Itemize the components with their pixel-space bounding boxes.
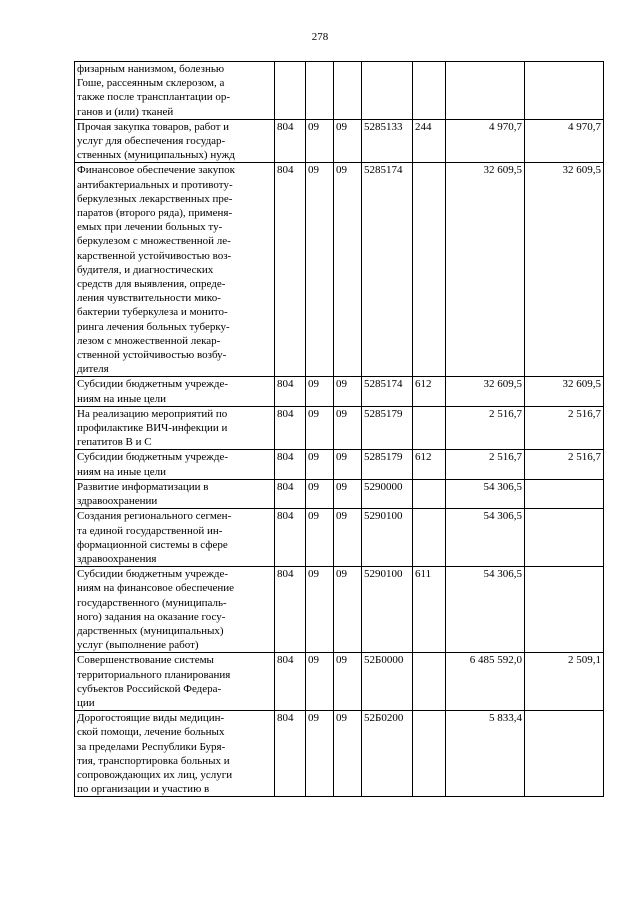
cell-name bbox=[75, 711, 275, 797]
cell-amount-federal bbox=[525, 711, 604, 797]
cell-ved: 804 bbox=[275, 711, 306, 797]
table-row bbox=[75, 450, 604, 479]
cell-subsection: 09 bbox=[334, 567, 362, 653]
cell-section: 09 bbox=[306, 163, 334, 377]
cell-ved: 804 bbox=[275, 479, 306, 508]
cell-amount: 54 306,5 bbox=[446, 509, 525, 567]
cell-name-line: будителя, и диагностических bbox=[77, 263, 214, 276]
cell-name-line: здравоохранении bbox=[77, 495, 158, 508]
cell-name bbox=[75, 509, 275, 567]
cell-section: 09 bbox=[306, 406, 334, 450]
cell-target-article: 5285174 bbox=[362, 377, 413, 406]
cell-amount-federal: 2 516,7 bbox=[525, 450, 604, 479]
cell-name-line: ниям на иные цели bbox=[77, 465, 167, 478]
cell-name-line: беркулезом с множественной ле- bbox=[77, 235, 231, 248]
cell-expense-type bbox=[413, 509, 446, 567]
table-row bbox=[75, 711, 604, 797]
cell-subsection: 09 bbox=[334, 479, 362, 508]
cell-name-line: по организации и участию в bbox=[77, 783, 210, 796]
cell-name-line: Создания регионального сегмен- bbox=[77, 510, 232, 523]
cell-name-line: карственной устойчивостью воз- bbox=[77, 249, 232, 262]
cell-target-article: 5290100 bbox=[362, 509, 413, 567]
cell-name-line: та единой государственной ин- bbox=[77, 524, 223, 537]
cell-expense-type: 612 bbox=[413, 450, 446, 479]
cell-target-article: 5285179 bbox=[362, 406, 413, 450]
cell-name bbox=[75, 406, 275, 450]
cell-name-line: ции bbox=[77, 696, 95, 709]
cell-subsection: 09 bbox=[334, 653, 362, 711]
table-row bbox=[75, 62, 604, 120]
cell-subsection: 09 bbox=[334, 450, 362, 479]
cell-amount: 5 833,4 bbox=[446, 711, 525, 797]
table-row bbox=[75, 479, 604, 508]
cell-name-line: емых при лечении больных ту- bbox=[77, 221, 223, 234]
cell-name-line: услуг (выполнение работ) bbox=[77, 639, 199, 652]
cell-name-line: Финансовое обеспечение закупок bbox=[77, 164, 235, 177]
cell-amount: 32 609,5 bbox=[446, 377, 525, 406]
cell-name-line: территориального планирования bbox=[77, 668, 231, 681]
cell-name-line: ниям на финансовое обеспечение bbox=[77, 582, 235, 595]
cell-amount-federal bbox=[525, 509, 604, 567]
cell-ved bbox=[275, 62, 306, 120]
cell-amount: 54 306,5 bbox=[446, 479, 525, 508]
cell-subsection: 09 bbox=[334, 711, 362, 797]
cell-amount-federal: 32 609,5 bbox=[525, 163, 604, 377]
cell-expense-type bbox=[413, 711, 446, 797]
cell-name-line: ственной устойчивостью возбу- bbox=[77, 349, 227, 362]
cell-ved: 804 bbox=[275, 119, 306, 163]
cell-expense-type bbox=[413, 479, 446, 508]
cell-section: 09 bbox=[306, 377, 334, 406]
cell-subsection: 09 bbox=[334, 509, 362, 567]
table-row bbox=[75, 163, 604, 377]
cell-section: 09 bbox=[306, 711, 334, 797]
cell-name-line: ственных (муниципальных) нужд bbox=[77, 149, 235, 162]
cell-name bbox=[75, 653, 275, 711]
cell-name-line: средств для выявления, опреде- bbox=[77, 278, 226, 291]
cell-amount-federal bbox=[525, 62, 604, 120]
page-number: 278 bbox=[311, 31, 329, 43]
cell-expense-type bbox=[413, 62, 446, 120]
cell-name-line: дителя bbox=[77, 363, 109, 376]
cell-name bbox=[75, 163, 275, 377]
cell-ved: 804 bbox=[275, 406, 306, 450]
cell-expense-type bbox=[413, 653, 446, 711]
cell-name bbox=[75, 479, 275, 508]
cell-section: 09 bbox=[306, 653, 334, 711]
cell-amount-federal: 2 516,7 bbox=[525, 406, 604, 450]
cell-target-article: 5290100 bbox=[362, 567, 413, 653]
cell-target-article: 5285133 bbox=[362, 119, 413, 163]
cell-subsection: 09 bbox=[334, 163, 362, 377]
table-row bbox=[75, 119, 604, 163]
cell-name-line: Субсидии бюджетным учрежде- bbox=[77, 378, 229, 391]
cell-name-line: Гоше, рассеянным склерозом, а bbox=[77, 77, 225, 90]
cell-name-line: ления чувствительности мико- bbox=[77, 292, 221, 305]
cell-name-line: субъектов Российской Федера- bbox=[77, 682, 222, 695]
cell-amount: 54 306,5 bbox=[446, 567, 525, 653]
cell-name bbox=[75, 567, 275, 653]
table-body bbox=[75, 62, 604, 797]
cell-target-article: 5290000 bbox=[362, 479, 413, 508]
cell-name-line: формационной системы в сфере bbox=[77, 538, 228, 551]
cell-amount: 2 516,7 bbox=[446, 450, 525, 479]
cell-expense-type bbox=[413, 406, 446, 450]
cell-ved: 804 bbox=[275, 653, 306, 711]
cell-name-line: здравоохранения bbox=[77, 552, 157, 565]
cell-expense-type bbox=[413, 163, 446, 377]
cell-subsection: 09 bbox=[334, 119, 362, 163]
cell-ved: 804 bbox=[275, 377, 306, 406]
cell-name-line: Субсидии бюджетным учрежде- bbox=[77, 568, 229, 581]
cell-amount bbox=[446, 62, 525, 120]
cell-section bbox=[306, 62, 334, 120]
cell-expense-type: 244 bbox=[413, 119, 446, 163]
cell-amount-federal bbox=[525, 567, 604, 653]
cell-amount: 32 609,5 bbox=[446, 163, 525, 377]
cell-name-line: беркулезных лекарственных пре- bbox=[77, 192, 233, 205]
cell-amount: 2 516,7 bbox=[446, 406, 525, 450]
cell-name bbox=[75, 119, 275, 163]
cell-target-article: 52Б0000 bbox=[362, 653, 413, 711]
cell-amount-federal bbox=[525, 479, 604, 508]
cell-section: 09 bbox=[306, 479, 334, 508]
table-row bbox=[75, 406, 604, 450]
table-row bbox=[75, 509, 604, 567]
cell-name-line: лезом с множественной лекар- bbox=[77, 334, 221, 347]
cell-name-line: услуг для обеспечения государ- bbox=[77, 135, 226, 148]
cell-amount-federal: 32 609,5 bbox=[525, 377, 604, 406]
cell-name-line: ской помощи, лечение больных bbox=[77, 726, 225, 739]
cell-name-line: антибактериальных и противоту- bbox=[77, 178, 233, 191]
cell-target-article: 5285174 bbox=[362, 163, 413, 377]
cell-target-article bbox=[362, 62, 413, 120]
cell-section: 09 bbox=[306, 509, 334, 567]
cell-target-article: 52Б0200 bbox=[362, 711, 413, 797]
table-row bbox=[75, 567, 604, 653]
cell-name-line: На реализацию мероприятий по bbox=[77, 407, 228, 420]
cell-expense-type: 611 bbox=[413, 567, 446, 653]
cell-name-line: за пределами Республики Буря- bbox=[77, 740, 226, 753]
cell-expense-type: 612 bbox=[413, 377, 446, 406]
cell-name-line: гепатитов В и С bbox=[77, 436, 152, 449]
cell-subsection: 09 bbox=[334, 406, 362, 450]
cell-name bbox=[75, 377, 275, 406]
cell-amount-federal: 4 970,7 bbox=[525, 119, 604, 163]
cell-section: 09 bbox=[306, 119, 334, 163]
table-row bbox=[75, 653, 604, 711]
cell-amount-federal: 2 509,1 bbox=[525, 653, 604, 711]
cell-target-article: 5285179 bbox=[362, 450, 413, 479]
cell-name-line: Развитие информатизации в bbox=[77, 480, 209, 493]
cell-name-line: профилактике ВИЧ-инфекции и bbox=[77, 422, 228, 435]
cell-ved: 804 bbox=[275, 509, 306, 567]
cell-name-line: Совершенствование системы bbox=[77, 654, 214, 667]
cell-name bbox=[75, 450, 275, 479]
cell-name-line: тия, транспортировка больных и bbox=[77, 754, 230, 767]
cell-name-line: физарным нанизмом, болезнью bbox=[77, 63, 225, 75]
cell-name-line: Прочая закупка товаров, работ и bbox=[77, 120, 230, 133]
cell-subsection: 09 bbox=[334, 377, 362, 406]
cell-name-line: Дорогостоящие виды медицин- bbox=[77, 712, 225, 725]
cell-ved: 804 bbox=[275, 163, 306, 377]
cell-amount: 4 970,7 bbox=[446, 119, 525, 163]
cell-name bbox=[75, 62, 275, 120]
cell-name-line: государственного (муниципаль- bbox=[77, 596, 227, 609]
cell-name-line: ниям на иные цели bbox=[77, 392, 167, 405]
cell-name-line: паратов (второго ряда), применя- bbox=[77, 207, 233, 220]
cell-name-line: сопровождающих их лиц, услуги bbox=[77, 768, 233, 781]
cell-name-line: бактерии туберкулеза и монито- bbox=[77, 306, 228, 319]
cell-name-line: также после трансплантации ор- bbox=[77, 91, 231, 104]
table-row bbox=[75, 377, 604, 406]
cell-ved: 804 bbox=[275, 567, 306, 653]
cell-ved: 804 bbox=[275, 450, 306, 479]
cell-section: 09 bbox=[306, 450, 334, 479]
cell-amount: 6 485 592,0 bbox=[446, 653, 525, 711]
cell-name-line: ганов и (или) тканей bbox=[77, 105, 174, 118]
cell-section: 09 bbox=[306, 567, 334, 653]
cell-name-line: дарственных (муниципальных) bbox=[77, 624, 224, 637]
cell-name-line: ного) задания на оказание госу- bbox=[77, 610, 226, 623]
cell-name-line: Субсидии бюджетным учрежде- bbox=[77, 451, 229, 464]
budget-table bbox=[74, 61, 604, 797]
cell-subsection bbox=[334, 62, 362, 120]
cell-name-line: ринга лечения больных туберку- bbox=[77, 320, 230, 333]
